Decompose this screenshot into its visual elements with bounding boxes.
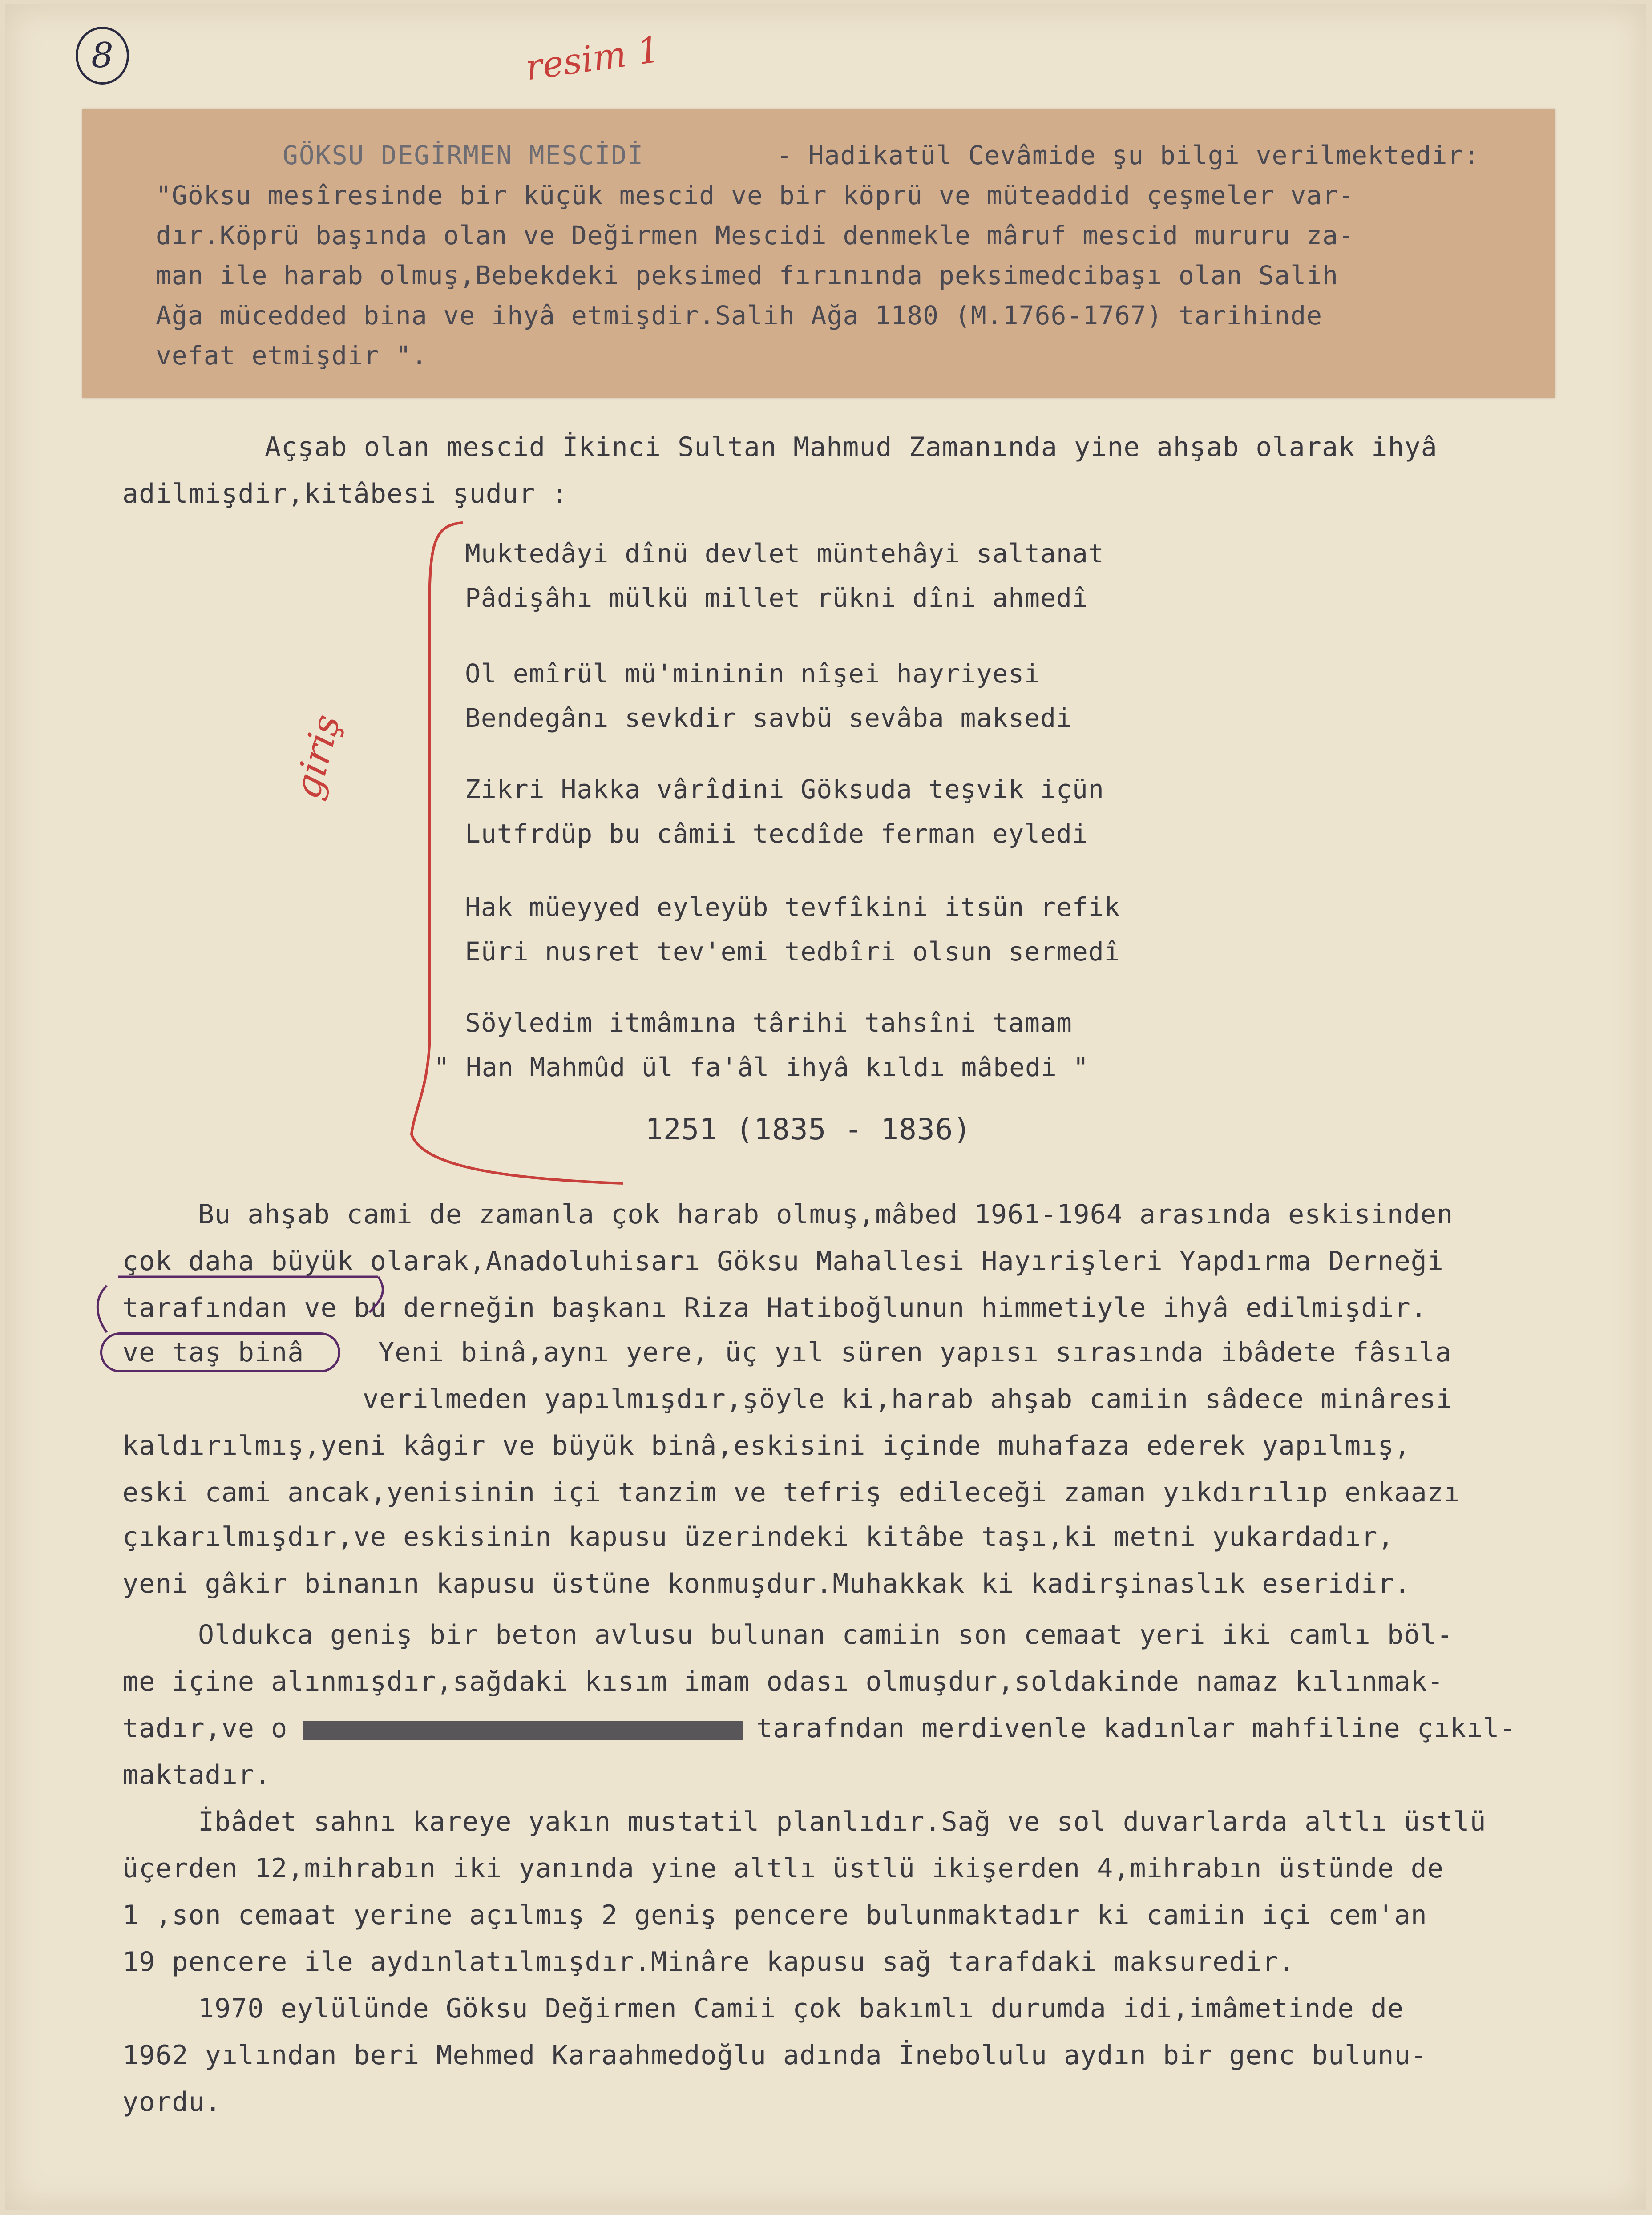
body-line: me içine alınmışdır,sağdaki kısım imam odası olmuşdur,soldakinde namaz kılınmak-	[122, 1666, 1444, 1697]
handwritten-note: resim 1	[523, 28, 663, 89]
body-line: üçerden 12,mihrabın iki yanında yine altlı üstlü ikişerden 4,mihrabın üstünde de	[122, 1853, 1444, 1884]
verse-line: " Han Mahmûd ül fa'âl ihyâ kıldı mâbedi "	[434, 1052, 1089, 1082]
body-line: çıkarılmışdır,ve eskisinin kapusu üzerindeki kitâbe taşı,ki metni yukardadır,	[122, 1521, 1394, 1553]
body-line: tarafndan merdivenle kadınlar mahfiline çıkıl-	[756, 1713, 1516, 1744]
verse-line: Söyledim itmâmına târihi tahsîni tamam	[465, 1008, 1072, 1038]
body-line: Oldukca geniş bir beton avlusu bulunan camiin son cemaat yeri iki camlı böl-	[198, 1619, 1454, 1650]
body-line: verilmeden yapılmışdır,şöyle ki,harab ahşab camiin sâdece minâresi	[363, 1384, 1453, 1415]
clipping-line: - Hadikatül Cevâmide şu bilgi verilmektedir:	[776, 140, 1480, 170]
body-line: 1 ,son cemaat yerine açılmış 2 geniş pencere bulunmaktadır ki camiin içi cem'an	[122, 1900, 1427, 1931]
clipping-line: man ile harab olmuş,Bebekdeki peksimed fırınında peksimedcibaşı olan Salih	[156, 260, 1339, 290]
body-line: Yeni binâ,aynı yere, üç yıl süren yapısı sırasında ibâdete fâsıla	[378, 1337, 1452, 1368]
verse-line: Lutfrdüp bu câmii tecdîde ferman eyledi	[465, 819, 1088, 849]
body-line: maktadır.	[122, 1759, 271, 1791]
verse-line: Muktedâyi dînü devlet müntehâyi saltanat	[465, 538, 1104, 569]
body-line: tarafından ve bu derneğin başkanı Riza Hatiboğlunun himmetiyle ihyâ edilmişdir.	[122, 1292, 1427, 1323]
body-line: ve taş binâ	[122, 1337, 304, 1368]
clipping-line: Ağa mücedded bina ve ihyâ etmişdir.Salih Ağa 1180 (M.1766-1767) tarihinde	[156, 300, 1323, 331]
body-line: eski cami ancak,yenisinin içi tanzim ve tefriş edileceği zaman yıkdırılıp enkaazı	[122, 1477, 1460, 1508]
body-line: İbâdet sahnı kareye yakın mustatil planlıdır.Sağ ve sol duvarlarda altlı üstlü	[198, 1806, 1486, 1837]
date-line: 1251 (1835 - 1836)	[645, 1112, 972, 1146]
body-line: yeni gâkir binanın kapusu üstüne konmuşdur.Muhakkak ki kadirşinaslık eseridir.	[122, 1568, 1411, 1599]
intro-line: Açşab olan mescid İkinci Sultan Mahmud Zamanında yine ahşab olarak ihyâ	[265, 432, 1438, 463]
intro-line: adilmişdir,kitâbesi şudur :	[122, 478, 569, 509]
margin-note: giriş	[285, 710, 349, 803]
body-line: 1962 yılından beri Mehmed Karaahmedoğlu adında İnebolulu aydın bir genc bulunu-	[122, 2040, 1427, 2071]
body-line: 19 pencere ile aydınlatılmışdır.Minâre kapusu sağ tarafdaki maksuredir.	[122, 1946, 1295, 1977]
body-line: yordu.	[122, 2086, 222, 2118]
verse-line: Eüri nusret tev'emi tedbîri olsun sermedî	[465, 936, 1120, 967]
clipping-line: "Göksu mesîresinde bir küçük mescid ve bir köprü ve müteaddid çeşmeler var-	[156, 180, 1354, 210]
page-number: 8	[76, 27, 129, 85]
body-line: kaldırılmış,yeni kâgir ve büyük binâ,eskisini içinde muhafaza ederek yapılmış,	[122, 1430, 1411, 1461]
clipping-line: vefat etmişdir ".	[156, 340, 428, 371]
body-line: 1970 eylülünde Göksu Değirmen Camii çok bakımlı durumda idi,imâmetinde de	[198, 1993, 1404, 2024]
body-line: tadır,ve o	[122, 1713, 288, 1744]
clipping-line: dır.Köprü başında olan ve Değirmen Mescidi denmekle mâruf mescid mururu za-	[156, 220, 1354, 250]
clipping-title: GÖKSU DEGİRMEN MESCİDİ	[283, 140, 644, 170]
body-line: çok daha büyük olarak,Anadoluhisarı Göksu Mahallesi Hayırişleri Yapdırma Derneği	[122, 1246, 1444, 1277]
verse-line: Bendegânı sevkdir savbü sevâba maksedi	[465, 703, 1072, 733]
verse-line: Zikri Hakka vârîdini Göksuda teşvik içün	[465, 774, 1104, 804]
verse-line: Hak müeyyed eyleyüb tevfîkini itsün refik	[465, 892, 1120, 922]
verse-line: Pâdişâhı mülkü millet rükni dîni ahmedî	[465, 583, 1088, 613]
verse-line: Ol emîrül mü'mininin nîşei hayriyesi	[465, 658, 1041, 689]
body-line: Bu ahşab cami de zamanla çok harab olmuş,mâbed 1961-1964 arasında eskisinden	[198, 1199, 1454, 1230]
